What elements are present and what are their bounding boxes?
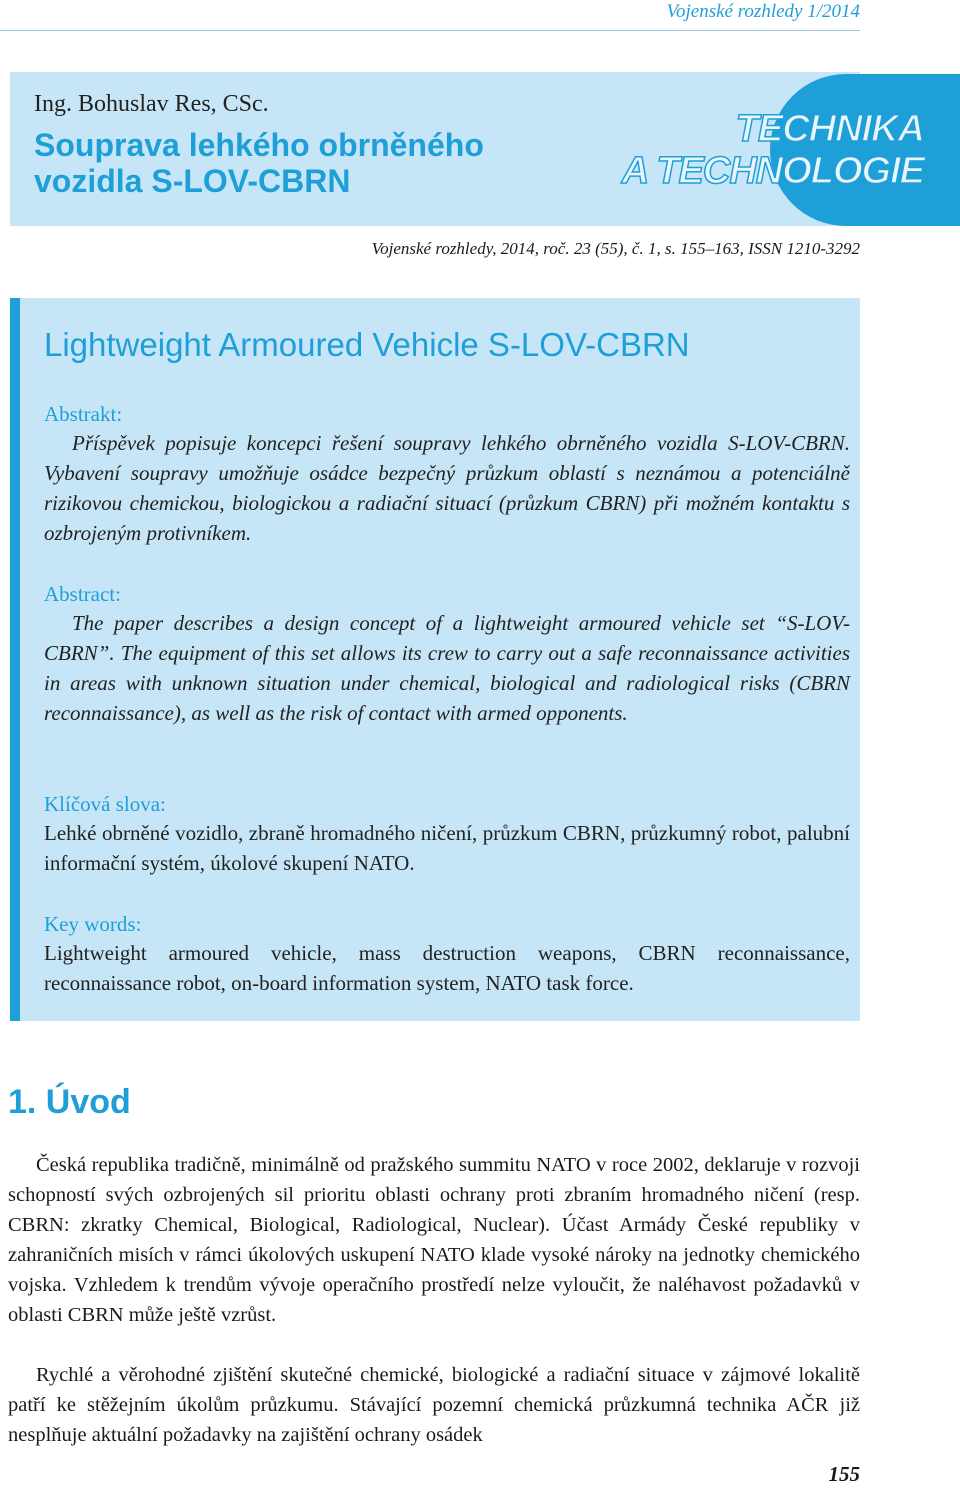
key-words-label: Key words: bbox=[44, 912, 142, 936]
body-paragraph-1: Česká republika tradičně, minimálně od pražského summitu NATO v roce 2002, deklaruje v rozvoji schopností svých ozbrojených sil prioritu oblasti ochrany proti zbraním hromadného ničení (resp. CBRN: zkratky Chemical, Biological, Radiological, Nuclear). Účast Armády České republiky v zahraničních misích v rámci úkolových uskupení NATO klade vysoké nároky na jednotky chemického vojska. Vzhledem k trendům vývoje operačního prostředí nelze vyloučit, že naléhavost požadavků v oblasti CBRN může ještě vzrůst. bbox=[8, 1154, 860, 1326]
category-label bbox=[622, 108, 924, 192]
author-name: Ing. Bohuslav Res, CSc. bbox=[34, 91, 269, 117]
abstract-label: Abstract: bbox=[44, 582, 121, 606]
key-words-text: Lightweight armoured vehicle, mass destruction weapons, CBRN reconnaissance, reconnaissance robot, on-board information system, NATO task force. bbox=[44, 941, 850, 995]
page-number: 155 bbox=[828, 1462, 860, 1486]
header-rule bbox=[0, 30, 860, 31]
section-heading: 1. Úvod bbox=[8, 1083, 131, 1121]
abstract-text: The paper describes a design concept of a lightweight armoured vehicle set “S-LOV-CBRN”. The equipment of this set allows its crew to carry out a safe reconnaissance activities in areas with unknown situation under chemical, biological and radiological risks (CBRN reconnaissance), as well as the risk of contact with armed opponents. bbox=[44, 611, 850, 725]
abstrakt-label: Abstrakt: bbox=[44, 402, 123, 426]
category-line-1: TECHNIKA bbox=[735, 108, 924, 150]
running-head: Vojenské rozhledy 1/2014 bbox=[666, 1, 860, 22]
klicova-slova-text: Lehké obrněné vozidlo, zbraně hromadného ničení, průzkum CBRN, průzkumný robot, palubní informační systém, úkolové skupení NATO. bbox=[44, 821, 850, 875]
category-line-2: A TECHNOLOGIE bbox=[621, 150, 924, 192]
abstrakt-text: Příspěvek popisuje koncepci řešení soupravy lehkého obrněného vozidla S-LOV-CBRN. Vybavení soupravy umožňuje osádce bezpečný průzkum oblastí s neznámou a potenciálně rizikovou chemickou, biologickou a radiační situací (průzkum CBRN) při možném kontaktu s ozbrojeným protivníkem. bbox=[44, 431, 850, 545]
article-title-czech: Souprava lehkého obrněného vozidla S-LOV-CBRN bbox=[34, 127, 484, 199]
abstract-box bbox=[10, 298, 860, 1021]
citation: Vojenské rozhledy, 2014, roč. 23 (55), č. 1, s. 155–163, ISSN 1210-3292 bbox=[371, 239, 860, 258]
article-title-english: Lightweight Armoured Vehicle S-LOV-CBRN bbox=[44, 326, 690, 363]
body-paragraph-2: Rychlé a věrohodné zjištění skutečné chemické, biologické a radiační situace v zájmové lokalitě patří ke stěžejním úkolům průzkumu. Stávající pozemní chemická průzkumná technika AČR již nesplňuje aktuální požadavky na zajištění ochrany osádek bbox=[8, 1364, 860, 1446]
klicova-slova-label: Klíčová slova: bbox=[44, 792, 166, 816]
